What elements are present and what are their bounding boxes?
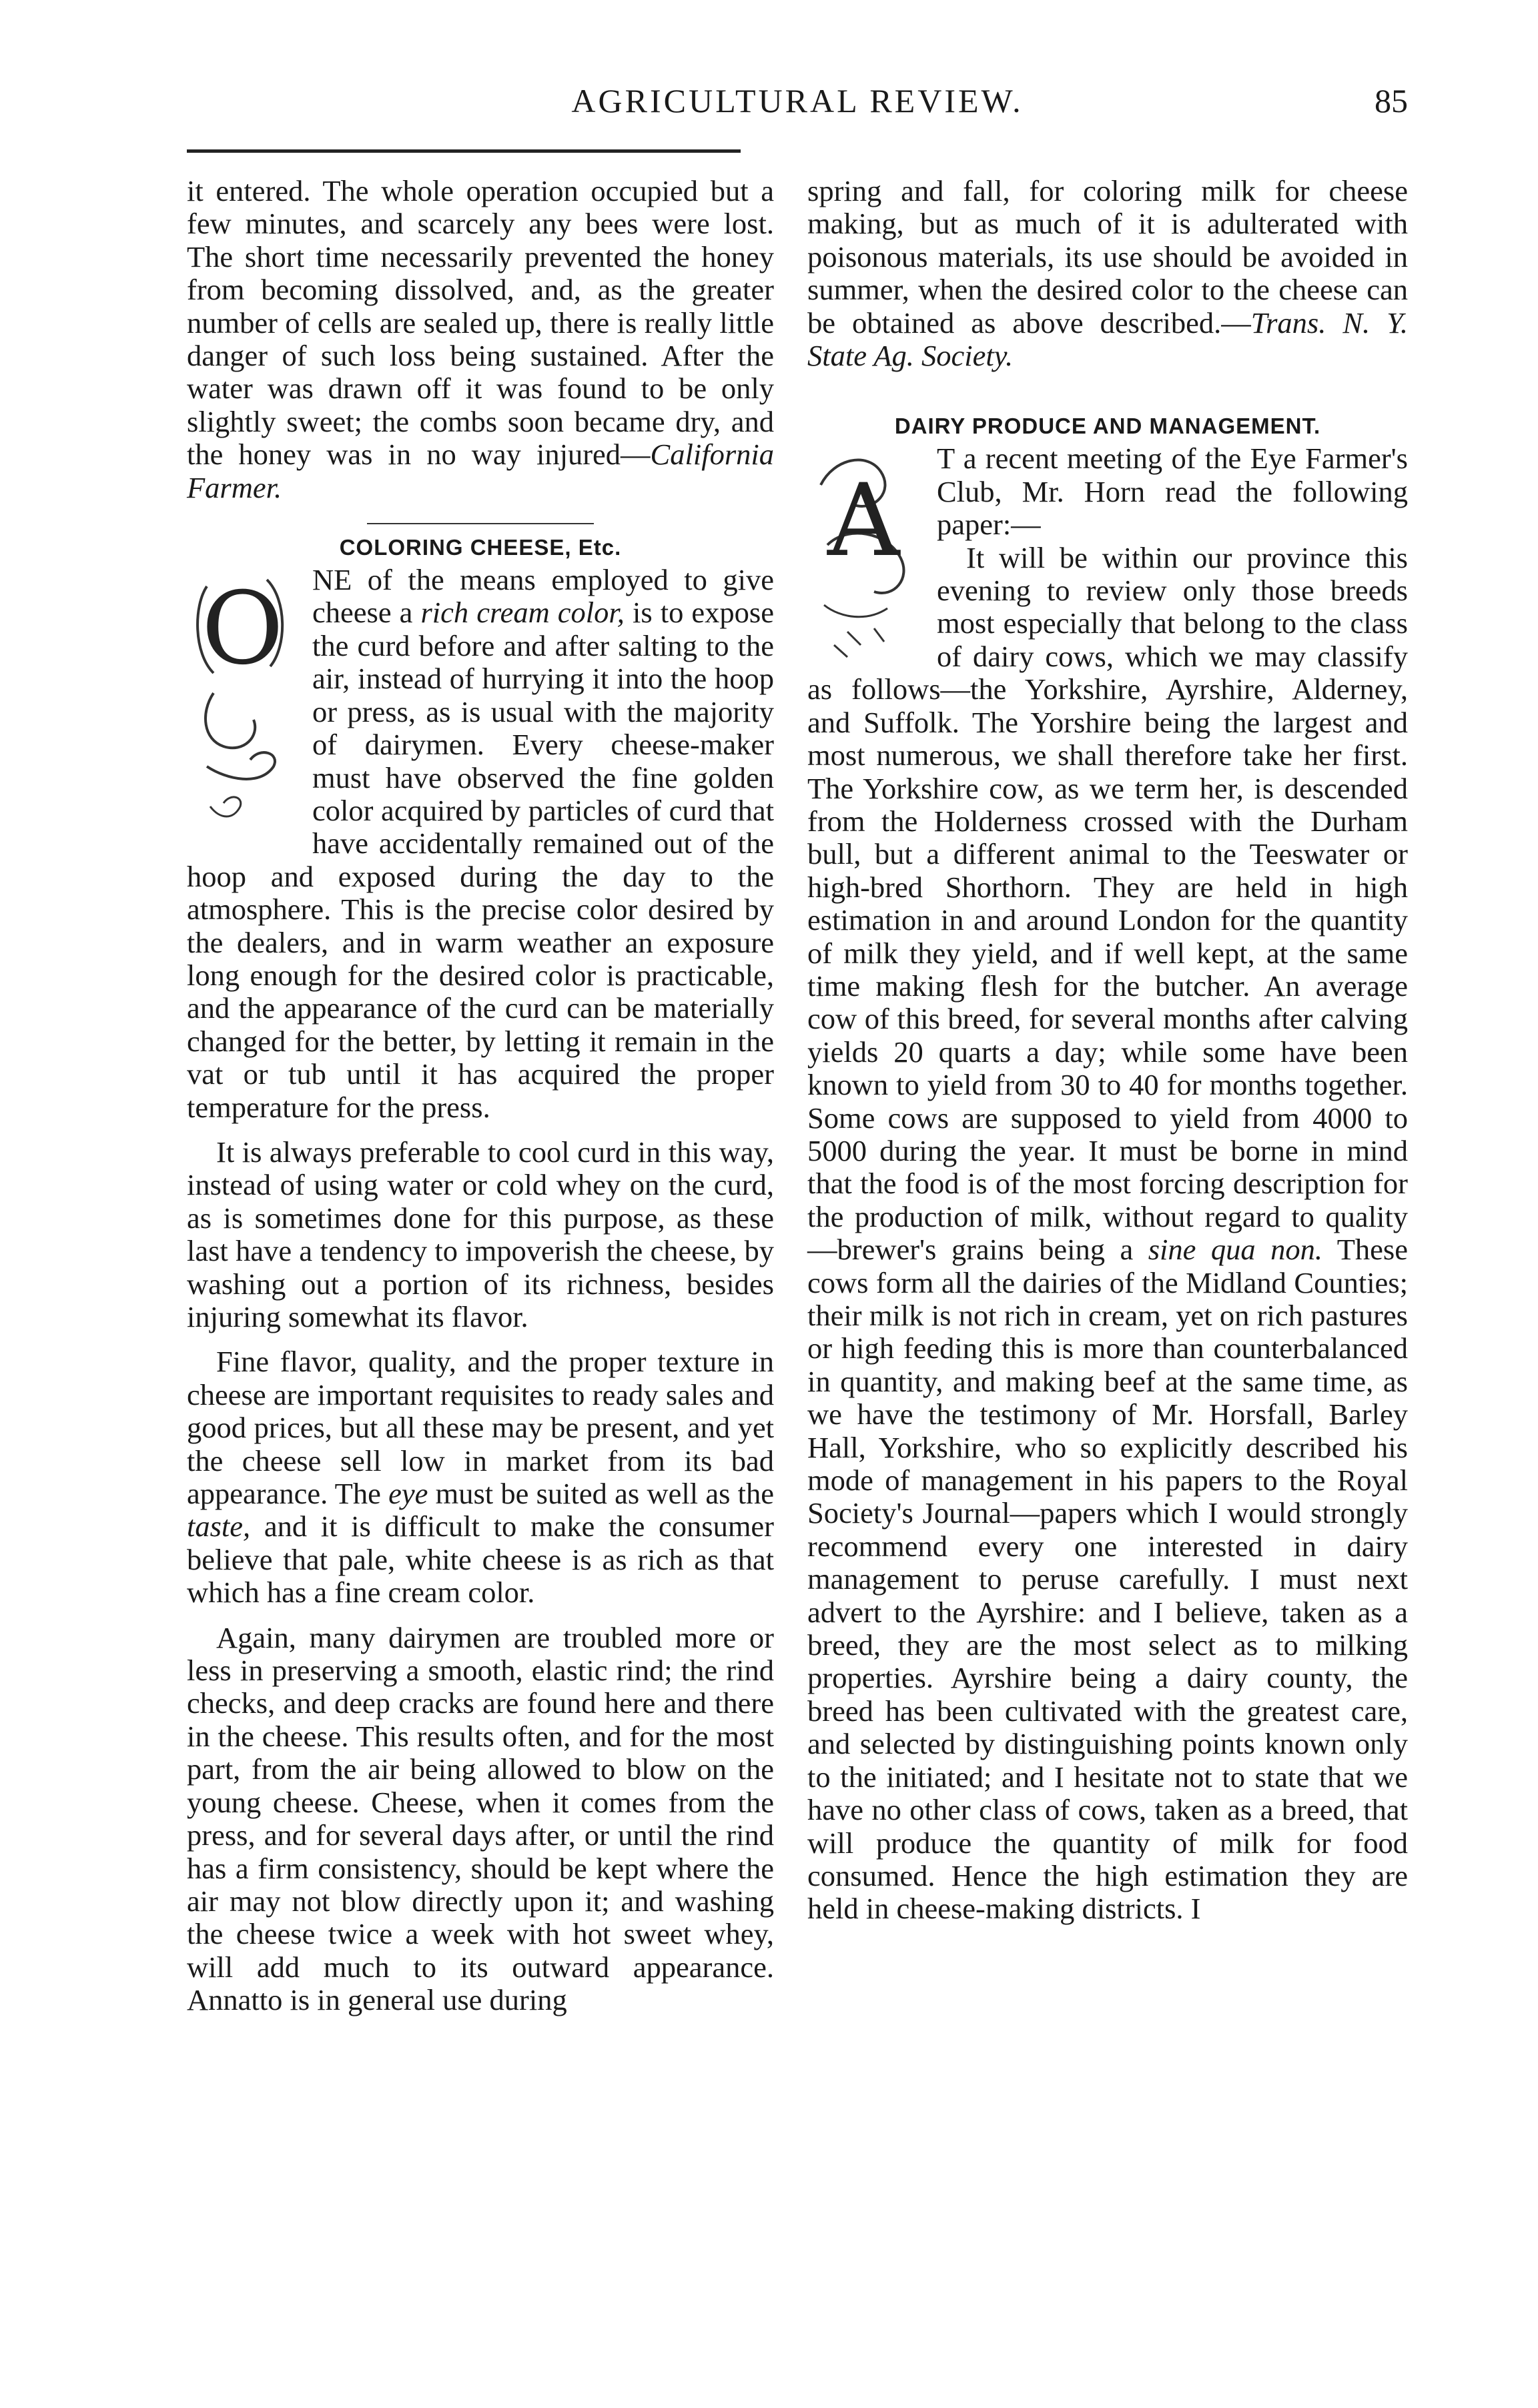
coloring-cheese-p3-a: Fine flavor, quality, and the proper texture in cheese are important requisites to ready sales and good prices, but all these may be present, and yet the cheese sell low in market from its bad appearance. The [187, 1345, 774, 1511]
dairy-produce-p2-a: It will be within our province this evening to review only those breeds most especially that belong to the class of dairy cows, which we may classify as follows—the Yorkshire, Ayrshire, Alderney, and Suffolk. The Yorshire being the largest and most numerous, we shall therefore take her first. The Yorkshire cow, as we term her, is descended from the Holderness crossed with the Durham bull, but a different animal to the Teeswater or high-bred Shorthorn. They are held in high estimation in and around London for the quantity of milk they yield, and if well kept, at the same time making flesh for the butcher. An average cow of this breed, for several months after calving yields 20 quarts a day; while some have been known to yield from 30 to 40 for months together. Some cows are supposed to yield from 4000 to 5000 during the year. It must be borne in mind that the food is of the most forcing description for the production of milk, without regard to quality —brewer's grains being a [807, 540, 1408, 1267]
running-title: AGRICULTURAL REVIEW. [571, 82, 1024, 119]
ornamental-dropcap-o-figure [187, 566, 302, 846]
coloring-cheese-p2: It is always preferable to cool curd in this way, instead of using water or cold whey on the curd, as is sometimes done for this purpose, as these last have a tendency to impoverish the cheese, by washing out a portion of its richness, besides injuring somewhat its flavor. [187, 1135, 774, 1333]
page-header [187, 81, 1408, 135]
dairy-produce-p2 [807, 542, 1408, 1926]
coloring-cheese-p3 [187, 1345, 774, 1609]
coloring-cheese-p1-a: NE of the means employed to give cheese a [312, 563, 774, 630]
dairy-produce-article [807, 442, 1408, 1925]
right-column [807, 175, 1408, 1926]
header-rule [187, 149, 741, 153]
coloring-cheese-p1-b: is to expose the curd before and after salting to the air, instead of hurrying it into the hoop or press, as is usual with the majority of dairymen. Every cheese-maker must have observed the fine golden color acquired by particles of curd that have accidentally remained out of the hoop and exposed during the day to the atmosphere. This is the precise color desired by the dealers, and in warm weather an exposure long enough for the desired color is practicable, and the appearance of the curd can be materially changed for the better, by letting it remain in the vat or tub until it has acquired the proper temperature for the press. [187, 596, 774, 1124]
coloring-cheese-title: COLORING CHEESE, Etc. [339, 535, 622, 560]
coloring-cheese-p3-b: must be suited as well as the [428, 1477, 774, 1511]
coloring-cheese-article [187, 564, 774, 1124]
ornamental-dropcap-o [187, 566, 302, 846]
dropcap-o-letter: O [202, 571, 284, 688]
bee-article-continuation [187, 175, 774, 504]
coloring-cheese-p3-em2: taste, [187, 1510, 251, 1544]
cheese-article-text: spring and fall, for coloring milk for cheese making, but as much of it is adulterated with poisonous materials, its use should be avoided in summer, when the desired color to the cheese can be obtained as above described.— [807, 174, 1408, 340]
dairy-produce-title: DAIRY PRODUCE AND MANAGEMENT. [894, 414, 1321, 439]
coloring-cheese-p1-em: rich cream color, [420, 596, 625, 630]
ornamental-dropcap-a-figure [807, 445, 926, 665]
left-column [187, 175, 774, 2017]
dairy-produce-p2-b: These cows form all the dairies of the Midland Counties; their milk is not rich in cream, yet on rich pastures or high feeding this is more than counterbalanced in quantity, and making beef at the same time, as we have the testimony of Mr. Horsfall, Barley Hall, Yorkshire, who so explicitly described his mode of management in his papers to the Royal Society's Journal—papers which I would strongly recommend every one interested in dairy management to peruse carefully. I must next advert to the Ayrshire: and I believe, taken as a breed, they are the most select as to milking properties. Ayrshire being a dairy county, the breed has been cultivated with the greatest care, and selected by distinguishing points known only to the initiated; and I hesitate not to state that we have no other class of cows, taken as a breed, that will produce the quantity of milk for food consumed. Hence the high estimation they are held in cheese-making districts. I [807, 1233, 1408, 1926]
dropcap-a-letter: A [827, 463, 900, 580]
bee-article-source: California Farmer. [187, 438, 774, 504]
coloring-cheese-p4: Again, many dairymen are troubled more or less in preserving a smooth, elastic rind; the rind checks, and deep cracks are found here and there in the cheese. This results often, and for the most part, from the air being allowed to blow on the young cheese. Cheese, when it comes from the press, and for several days after, or until the rind has a firm consistency, should be kept where the air may not blow directly upon it; and washing the cheese twice a week with hot sweet whey, will add much to its outward appearance. Annatto is in general use during [187, 1620, 774, 2017]
coloring-cheese-p3-em1: eye [388, 1477, 428, 1511]
cheese-article-source: Trans. N. Y. State Ag. Society. [807, 306, 1408, 373]
dairy-produce-p2-em: sine qua non. [1148, 1233, 1323, 1267]
section-divider [367, 523, 594, 524]
page-number: 85 [1375, 82, 1408, 119]
dairy-produce-p1: T a recent meeting of the Eye Farmer's Club, Mr. Horn read the following paper:— [937, 442, 1408, 542]
bee-article-text: it entered. The whole operation occupied but a few minutes, and scarcely any bees were lost. The short time necessarily prevented the honey from becoming dissolved, and, as the greater number of cells are sealed up, there is really little danger of such loss being sustained. After the water was drawn off it was found to be only slightly sweet; the combs soon became dry, and the honey was in no way injured— [187, 174, 774, 472]
coloring-cheese-p3-c: and it is difficult to make the consumer believe that pale, white cheese is as rich as that which has a fine cream color. [187, 1510, 774, 1610]
ornamental-dropcap-a [807, 445, 926, 665]
cheese-article-continuation [807, 175, 1408, 372]
